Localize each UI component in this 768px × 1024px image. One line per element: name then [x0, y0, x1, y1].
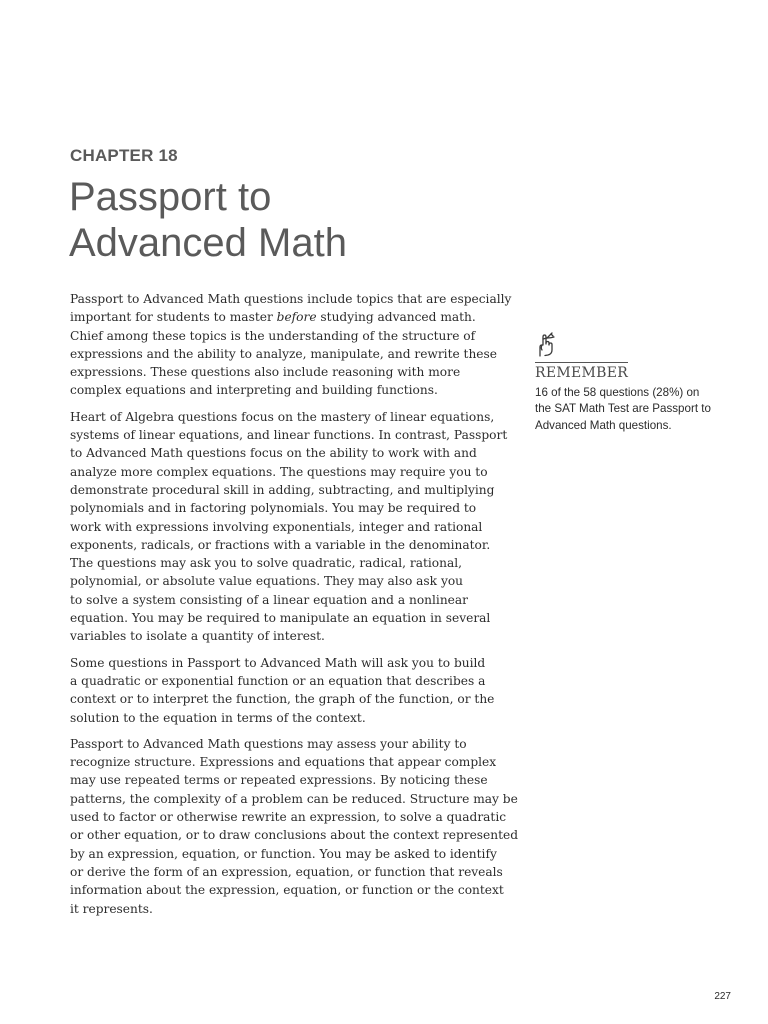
paragraph-1: [70, 290, 512, 400]
text-line: used to factor or otherwise rewrite an expression, to solve a quadratic: [70, 810, 507, 825]
text-line: variables to isolate a quantity of interest.: [70, 629, 325, 644]
text-line: analyze more complex equations. The questions may require you to: [70, 464, 488, 479]
text-line: information about the expression, equation, or function or the context: [70, 883, 504, 898]
text-line: context or to interpret the function, the graph of the function, or the: [70, 692, 495, 707]
chapter-label: CHAPTER 18: [70, 146, 178, 165]
text-line: to solve a system consisting of a linear equation and a nonlinear: [70, 592, 468, 607]
text-line: polynomial, or absolute value equations. They may also ask you: [70, 574, 464, 589]
remember-rule: [535, 362, 628, 363]
text-line: expressions and the ability to analyze, manipulate, and rewrite these: [70, 346, 497, 361]
text-line: patterns, the complexity of a problem can be reduced. Structure may be: [70, 791, 518, 806]
remember-heading: REMEMBER: [535, 365, 629, 381]
text-line: to Advanced Math questions focus on the ability to work with and: [70, 446, 477, 461]
text-line: Chief among these topics is the understanding of the structure of: [70, 328, 476, 343]
text-line: solution to the equation in terms of the context.: [70, 710, 366, 725]
text-line: expressions. These questions also include reasoning with more: [70, 365, 461, 380]
text-line: or derive the form of an expression, equation, or function that reveals: [70, 864, 503, 879]
text-line: may use repeated terms or repeated expressions. By noticing these: [70, 773, 488, 788]
page-number: 227: [714, 991, 731, 1002]
remember-text: [535, 385, 735, 434]
remember-text-line: the SAT Math Test are Passport to: [535, 402, 711, 416]
text-line: demonstrate procedural skill in adding, subtracting, and multiplying: [70, 482, 495, 497]
text-line: Passport to Advanced Math questions may assess your ability to: [70, 736, 467, 751]
text-line: systems of linear equations, and linear functions. In contrast, Passport: [70, 428, 508, 443]
text-line: complex equations and interpreting and building functions.: [70, 383, 438, 398]
text-line: a quadratic or exponential function or an equation that describes a: [70, 673, 486, 688]
chapter-title: [69, 174, 489, 266]
text-line: The questions may ask you to solve quadratic, radical, rational,: [70, 556, 462, 571]
text-line: it represents.: [70, 901, 153, 916]
remember-text-line: 16 of the 58 questions (28%) on: [535, 386, 700, 399]
finger-string-reminder-icon: [535, 332, 559, 358]
text-line: Passport to Advanced Math questions include topics that are especially: [70, 292, 512, 306]
paragraph-4: [70, 735, 519, 918]
paragraph-3: [70, 654, 506, 727]
body-text: [70, 290, 519, 926]
text-line: or other equation, or to draw conclusions about the context represented: [70, 828, 519, 843]
chapter-title-line-1: Passport to: [69, 175, 272, 219]
text-line: polynomials and in factoring polynomials. You may be required to: [70, 501, 477, 516]
text-line: important for students to master before studying advanced math.: [70, 310, 476, 325]
emphasis-before: before: [276, 310, 317, 325]
text-line: work with expressions involving exponentials, integer and rational: [70, 519, 483, 534]
chapter-title-line-2: Advanced Math: [69, 221, 347, 265]
remember-sidebar: [535, 332, 735, 434]
text-line: recognize structure. Expressions and equations that appear complex: [70, 755, 497, 770]
paragraph-2: [70, 408, 506, 646]
text-line: by an expression, equation, or function. You may be asked to identify: [70, 846, 497, 861]
remember-text-line: Advanced Math questions.: [535, 418, 672, 432]
text-line: equation. You may be required to manipulate an equation in several: [70, 611, 491, 626]
text-line: exponents, radicals, or fractions with a variable in the denominator.: [70, 537, 491, 552]
text-line: Heart of Algebra questions focus on the mastery of linear equations,: [70, 409, 495, 424]
text-line: Some questions in Passport to Advanced Math will ask you to build: [70, 655, 486, 670]
